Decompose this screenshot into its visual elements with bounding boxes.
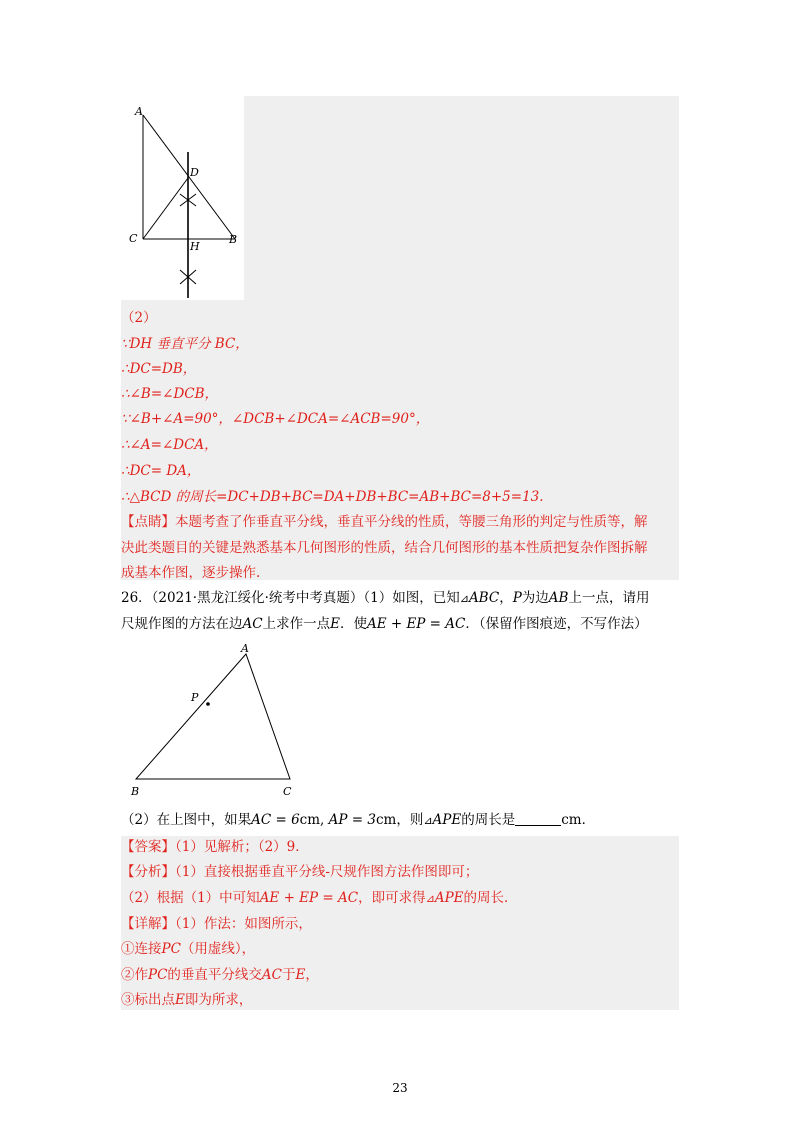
step2-mid2: 于 bbox=[282, 967, 296, 983]
line2-prefix: 尺规作图的方法在边 bbox=[121, 616, 243, 632]
point-p: P bbox=[512, 590, 522, 606]
label-a: A bbox=[241, 642, 249, 655]
step3-suffix: 即为所求， bbox=[184, 992, 253, 1008]
step2-mid: 的垂直平分线交 bbox=[167, 967, 262, 983]
analysis-line-2 bbox=[121, 888, 518, 909]
triangle-ape: APE bbox=[432, 812, 462, 828]
comment-line-2: 决此类题目的关键是熟悉基本几何图形的性质，结合几何图形的基本性质把复杂作图拆解 bbox=[121, 540, 648, 556]
unit-cm-2: cm bbox=[375, 812, 397, 828]
unit-cm-1: cm bbox=[299, 812, 321, 828]
line2-suffix: ．（保留作图痕迹，不写作法） bbox=[465, 616, 648, 632]
answer-line: 【答案】（1）见解析；（2）9． bbox=[121, 839, 309, 855]
page-number: 23 bbox=[392, 1081, 408, 1095]
label-b: B bbox=[131, 785, 140, 798]
step2-ac: AC bbox=[261, 967, 283, 983]
label-c: C bbox=[129, 232, 138, 245]
part2-mid: ，则 bbox=[396, 812, 424, 828]
comma: ， bbox=[499, 590, 513, 606]
step1-pc: PC bbox=[161, 941, 181, 957]
analysis2-ape: APE bbox=[434, 890, 464, 906]
step2-prefix: ②作 bbox=[121, 967, 148, 983]
triangle-symbol-3: ⊿ bbox=[425, 892, 435, 905]
detail-step-2 bbox=[121, 965, 319, 985]
figure1-perpendicular-bisector bbox=[121, 96, 244, 300]
label-b: B bbox=[229, 233, 238, 246]
part2-suffix: 的周长是 bbox=[461, 812, 516, 828]
step3-e: E bbox=[175, 992, 185, 1008]
analysis2-suffix: 的周长． bbox=[463, 890, 518, 906]
solution-step-4: ∵∠B+∠A=90°，∠DCB+∠DCA=∠ACB=90°， bbox=[121, 411, 430, 427]
detail-line: 【详解】（1）作法：如图所示， bbox=[121, 916, 312, 932]
solution-step-3: ∴∠B=∠DCB， bbox=[121, 386, 219, 402]
step3-prefix: ③标出点 bbox=[121, 992, 175, 1008]
line2-mid2: ．使 bbox=[339, 616, 367, 632]
part2-prefix: （2）在上图中，如果 bbox=[121, 812, 252, 828]
equation-ae-ep-ac: AE + EP = AC bbox=[366, 616, 466, 632]
detail-step-3 bbox=[121, 990, 252, 1010]
solution-step-6: ∴DC= DA， bbox=[121, 463, 201, 479]
solution-step-7: ∴△BCD 的周长=DC+DB+BC=DA+DB+BC=AB+BC=8+5=13. bbox=[121, 489, 544, 505]
line2-mid: 上求作一点 bbox=[262, 616, 331, 632]
problem-26-line-1 bbox=[121, 588, 649, 609]
side-ac: AC bbox=[242, 616, 263, 632]
label-h: H bbox=[190, 240, 200, 253]
problem-26-part-2: （2）在上图中，如果AC = 6cm, AP = 3cm，则⊿APE的周长是 cm． bbox=[121, 812, 596, 828]
label-p: P bbox=[191, 691, 199, 704]
label-c: C bbox=[283, 785, 292, 798]
label-d: D bbox=[190, 166, 199, 179]
ac-equation: AC = 6 bbox=[251, 812, 300, 828]
triangle-outline bbox=[136, 654, 290, 779]
answer-blank bbox=[515, 811, 561, 826]
label-a: A bbox=[135, 105, 143, 118]
step1-prefix: ①连接 bbox=[121, 941, 162, 957]
segment-cd bbox=[143, 178, 188, 239]
detail-step-1 bbox=[121, 939, 255, 959]
point-p-dot bbox=[206, 702, 210, 706]
analysis2-prefix: （2）根据（1）中可知 bbox=[121, 890, 260, 906]
step2-e: E bbox=[295, 967, 306, 983]
solution-step-5: ∴∠A=∠DCA， bbox=[121, 437, 218, 453]
triangle-symbol-2: ⊿ bbox=[423, 814, 433, 827]
solution-step-1: ∵DH 垂直平分 BC， bbox=[121, 336, 249, 352]
analysis2-equation: AE + EP = AC bbox=[259, 890, 359, 906]
problem-26-line-2 bbox=[121, 614, 648, 634]
point-e: E bbox=[330, 616, 340, 632]
figure2-triangle-abc bbox=[121, 640, 321, 806]
side-ab: AB bbox=[548, 590, 569, 606]
triangle-abc: ABC bbox=[468, 590, 500, 606]
step2-pc: PC bbox=[148, 967, 168, 983]
line1-suffix: 上一点，请用 bbox=[568, 590, 650, 606]
step2-suffix: ， bbox=[305, 967, 319, 983]
analysis-line-1: 【分析】（1）直接根据垂直平分线-尺规作图方法作图即可； bbox=[121, 864, 479, 880]
solution-step-0: （2） bbox=[121, 310, 157, 326]
solution-step-2: ∴DC=DB， bbox=[121, 361, 197, 377]
problem-26-source: 26．（2021·黑龙江绥化·统考中考真题）（1）如图，已知 bbox=[121, 590, 460, 606]
ap-equation: AP = 3 bbox=[328, 812, 376, 828]
triangle-symbol: ⊿ bbox=[459, 592, 469, 605]
comment-line-3: 成基本作图，逐步操作. bbox=[121, 565, 261, 581]
part2-end: cm． bbox=[561, 812, 596, 828]
text-on-side: 为边 bbox=[521, 590, 549, 606]
step1-suffix: （用虚线）， bbox=[180, 941, 256, 957]
comment-line-1: 【点睛】本题考查了作垂直平分线，垂直平分线的性质，等腰三角形的判定与性质等，解 bbox=[121, 514, 648, 530]
analysis2-mid: ，即可求得 bbox=[358, 890, 426, 906]
